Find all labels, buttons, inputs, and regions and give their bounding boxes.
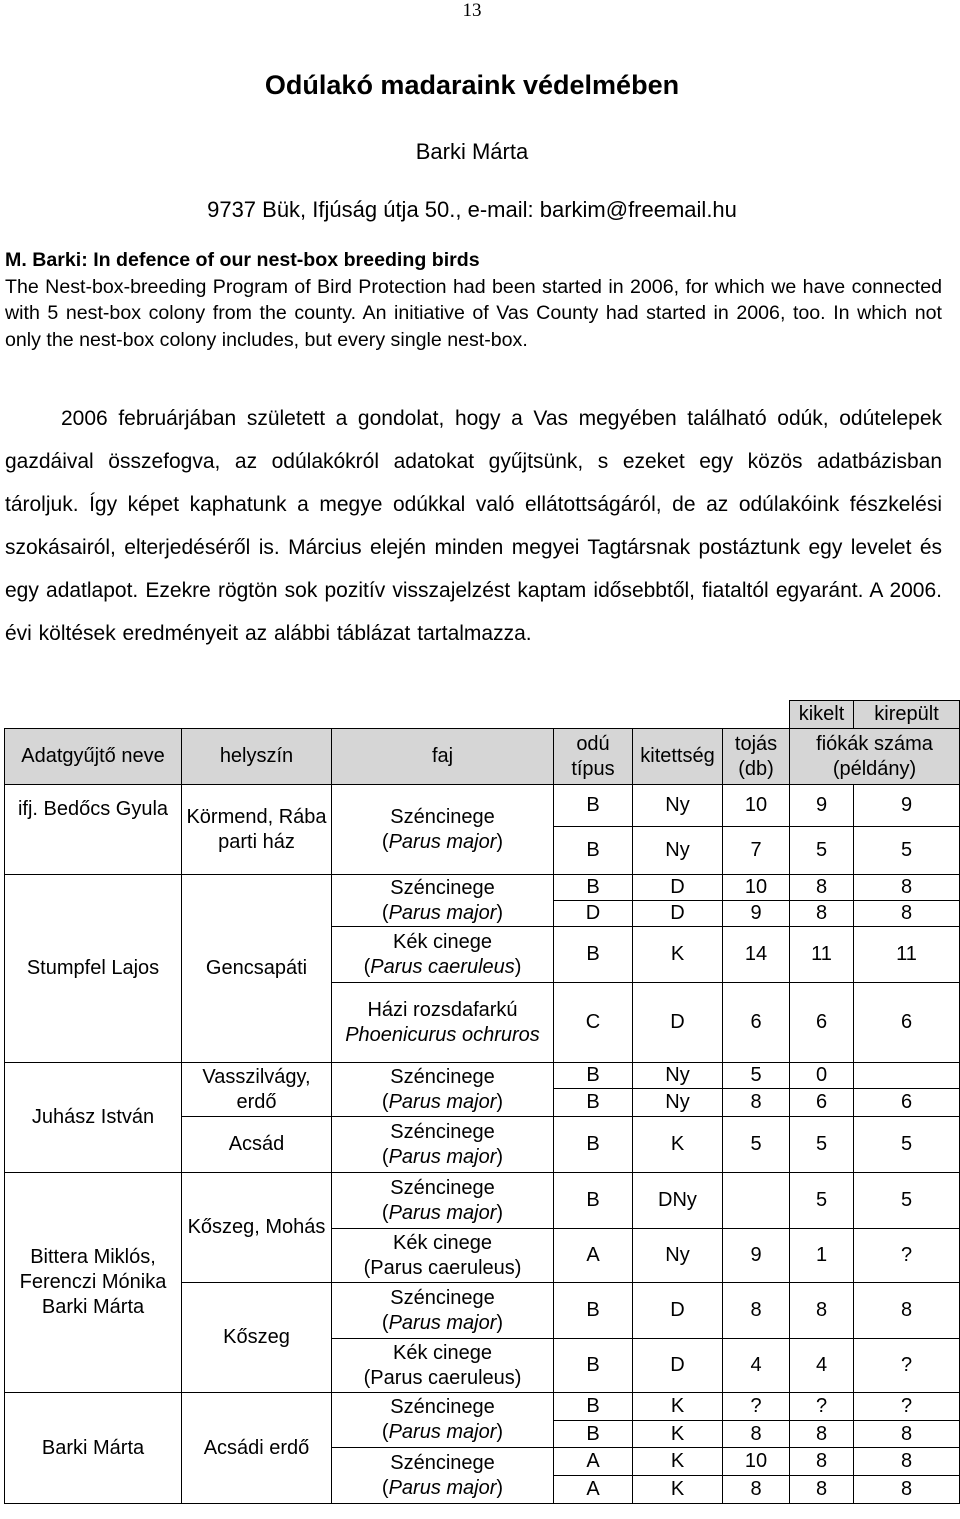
abstract-text: The Nest-box-breeding Program of Bird Protection had been started in 2006, for which we have connected with 5 nest-box colony from the county. An initiative of Vas County had started in 2006, too. In which not only the nest-box colony includes, but every single nest-box. [5,275,942,351]
english-abstract [5,247,942,353]
fledged-cell: 8 [854,1448,960,1476]
fledged-cell: 6 [854,983,960,1063]
species-common: Kék cinege [393,1231,492,1254]
nesting-results-table [4,700,960,1504]
species-scientific: Parus caeruleus [370,955,515,978]
exposure-cell: D [633,1339,723,1393]
species-common: Széncinege [390,1451,495,1474]
fledged-cell: 5 [854,1117,960,1173]
eggs-cell: 10 [723,875,790,901]
species-cell: Széncinege (Parus major) [332,875,554,927]
species-cell: Széncinege (Parus major) [332,1063,554,1117]
collector-cell: Barki Márta [5,1393,182,1504]
hatched-cell: 8 [790,1476,854,1504]
collector-cell: ifj. Bedőcs Gyula [5,785,182,875]
fledged-cell: 9 [854,785,960,827]
species-scientific: Parus major [388,830,497,853]
eggs-cell: 6 [723,983,790,1063]
eggs-cell: 10 [723,1448,790,1476]
species-common: Kék cinege [393,930,492,953]
species-common: Széncinege [390,1065,495,1088]
hatched-cell: 9 [790,785,854,827]
species-cell: Széncinege (Parus major) [332,1448,554,1504]
species-cell: Kék cinege (Parus caeruleus) [332,1229,554,1283]
header-species: faj [332,729,554,785]
exposure-cell: K [633,1476,723,1504]
eggs-cell: 9 [723,901,790,927]
hatched-cell: 5 [790,1117,854,1173]
box-type-cell: A [554,1476,633,1504]
species-scientific: Parus caeruleus [370,1256,515,1279]
hatched-cell: 5 [790,827,854,875]
fledged-cell: 8 [854,1476,960,1504]
eggs-cell: 4 [723,1339,790,1393]
location-cell: Acsádi erdő [182,1393,332,1504]
species-cell: Kék cinege (Parus caeruleus) [332,927,554,983]
species-common: Széncinege [390,1396,495,1418]
species-common: Széncinege [390,1176,495,1199]
exposure-cell: Ny [633,827,723,875]
species-common: Széncinege [390,1286,495,1309]
eggs-cell: 14 [723,927,790,983]
eggs-cell: 8 [723,1476,790,1504]
box-type-cell: B [554,1421,633,1448]
species-scientific: Parus major [388,1476,497,1499]
fledged-cell [854,1063,960,1089]
eggs-cell: 10 [723,785,790,827]
location-cell: Kőszeg, Mohás [182,1173,332,1283]
hatched-cell: 8 [790,901,854,927]
header-exposure: kitettség [633,729,723,785]
species-cell: Széncinege (Parus major) [332,785,554,875]
hatched-cell: 5 [790,1173,854,1229]
box-type-cell: B [554,1393,633,1421]
exposure-cell: Ny [633,1063,723,1089]
header-collector: Adatgyűjtő neve [5,729,182,785]
fledged-cell: 5 [854,1173,960,1229]
species-cell [332,983,554,1063]
exposure-cell: Ny [633,1089,723,1117]
fledged-cell: 5 [854,827,960,875]
box-type-cell: B [554,927,633,983]
exposure-cell: D [633,983,723,1063]
exposure-cell: K [633,927,723,983]
hatched-cell: 0 [790,1063,854,1089]
box-type-cell: B [554,785,633,827]
hatched-cell: 8 [790,1421,854,1448]
species-cell: Széncinege (Parus major) [332,1393,554,1448]
page-number: 13 [462,0,482,21]
location-cell: Vasszilvágy, erdő [182,1063,332,1117]
location-cell: Kőszeg [182,1283,332,1393]
body-paragraph: 2006 februárjában született a gondolat, hogy a Vas megyében található odúk, odútelepek gazdáival összefogva, az odúlakókról adatokat gyűjtsünk, s ezeket egy közös adatbázisban tároljuk. Így képet kaphatunk a megye odúkkal való ellátottságáról, de az odúlakóink fészkelési szokásairól, elterjedéséről is. Március elején minden megyei Tagtársnak postáztunk egy levelet és egy adatlapot. Ezekre rögtön sok pozitív visszajelzést kaptam idősebbtől, fiataltól egyaránt. A 2006. évi költések eredményeit az alábbi táblázat tartalmazza. [5,407,942,645]
exposure-cell: Ny [633,785,723,827]
species-common: Széncinege [390,805,495,828]
fledged-cell: 11 [854,927,960,983]
species-common: Kék cinege [393,1341,492,1364]
hatched-cell: 8 [790,875,854,901]
exposure-cell: D [633,875,723,901]
location-cell: Acsád [182,1117,332,1173]
hatched-cell: ? [790,1393,854,1421]
header-box-type: odú típus [554,729,633,785]
collector-cell: Juhász István [5,1063,182,1173]
box-type-cell: B [554,827,633,875]
box-type-cell: B [554,1063,633,1089]
species-cell: Széncinege (Parus major) [332,1173,554,1229]
eggs-cell: 9 [723,1229,790,1283]
fledged-cell: 6 [854,1089,960,1117]
fledged-cell: 8 [854,1421,960,1448]
box-type-cell: D [554,901,633,927]
exposure-cell: K [633,1393,723,1421]
species-cell: Kék cinege (Parus caeruleus) [332,1339,554,1393]
location-cell: Gencsapáti [182,875,332,1063]
hatched-cell: 8 [790,1448,854,1476]
abstract-title: M. Barki: In defence of our nest-box breeding birds [5,249,480,271]
exposure-cell: K [633,1421,723,1448]
exposure-cell: DNy [633,1173,723,1229]
eggs-cell: 5 [723,1117,790,1173]
header-fledged: kirepült [854,701,960,729]
species-cell: Széncinege (Parus major) [332,1283,554,1339]
box-type-cell: B [554,1173,633,1229]
eggs-cell: 8 [723,1421,790,1448]
box-type-cell: B [554,1089,633,1117]
author-name: Barki Márta [415,139,529,164]
fledged-cell: ? [854,1339,960,1393]
hatched-cell: 4 [790,1339,854,1393]
species-scientific: Parus major [388,901,497,924]
fledged-cell: ? [854,1229,960,1283]
species-common: Házi rozsdafarkú [367,998,518,1021]
species-scientific: Parus major [388,1145,497,1168]
header-hatched: kikelt [790,701,854,729]
species-scientific: Phoenicurus ochruros [345,1023,540,1046]
exposure-cell: D [633,1283,723,1339]
location-cell: Körmend, Rába parti ház [182,785,332,875]
species-scientific: Parus major [388,1090,497,1113]
box-type-cell: A [554,1448,633,1476]
species-scientific: Parus major [388,1201,497,1224]
species-scientific: Parus caeruleus [370,1366,515,1389]
species-common: Széncinege [390,1120,495,1143]
exposure-cell: K [633,1448,723,1476]
hatched-cell: 6 [790,983,854,1063]
eggs-cell: 5 [723,1063,790,1089]
header-eggs: tojás (db) [723,729,790,785]
box-type-cell: B [554,1283,633,1339]
eggs-cell [723,1173,790,1229]
eggs-cell: ? [723,1393,790,1421]
species-common: Széncinege [390,876,495,899]
header-location: helyszín [182,729,332,785]
box-type-cell: A [554,1229,633,1283]
exposure-cell: Ny [633,1229,723,1283]
fledged-cell: ? [854,1393,960,1421]
author-address: 9737 Bük, Ifjúság útja 50., e-mail: barkim@freemail.hu [207,197,737,222]
collector-cell: Bittera Miklós, Ferenczi Mónika Barki Márta [5,1173,182,1393]
species-cell: Széncinege (Parus major) [332,1117,554,1173]
species-scientific: Parus major [388,1421,497,1443]
collector-cell: Stumpfel Lajos [5,875,182,1063]
eggs-cell: 8 [723,1283,790,1339]
box-type-cell: B [554,875,633,901]
hatched-cell: 8 [790,1283,854,1339]
article-title: Odúlakó madaraink védelmében [264,70,680,100]
hatched-cell: 1 [790,1229,854,1283]
fledged-cell: 8 [854,1283,960,1339]
box-type-cell: B [554,1117,633,1173]
exposure-cell: D [633,901,723,927]
eggs-cell: 8 [723,1089,790,1117]
fledged-cell: 8 [854,901,960,927]
eggs-cell: 7 [723,827,790,875]
hatched-cell: 11 [790,927,854,983]
header-chicks: fiókák száma (példány) [790,729,960,785]
species-scientific: Parus major [388,1311,497,1334]
box-type-cell: C [554,983,633,1063]
exposure-cell: K [633,1117,723,1173]
fledged-cell: 8 [854,875,960,901]
hatched-cell: 6 [790,1089,854,1117]
box-type-cell: B [554,1339,633,1393]
